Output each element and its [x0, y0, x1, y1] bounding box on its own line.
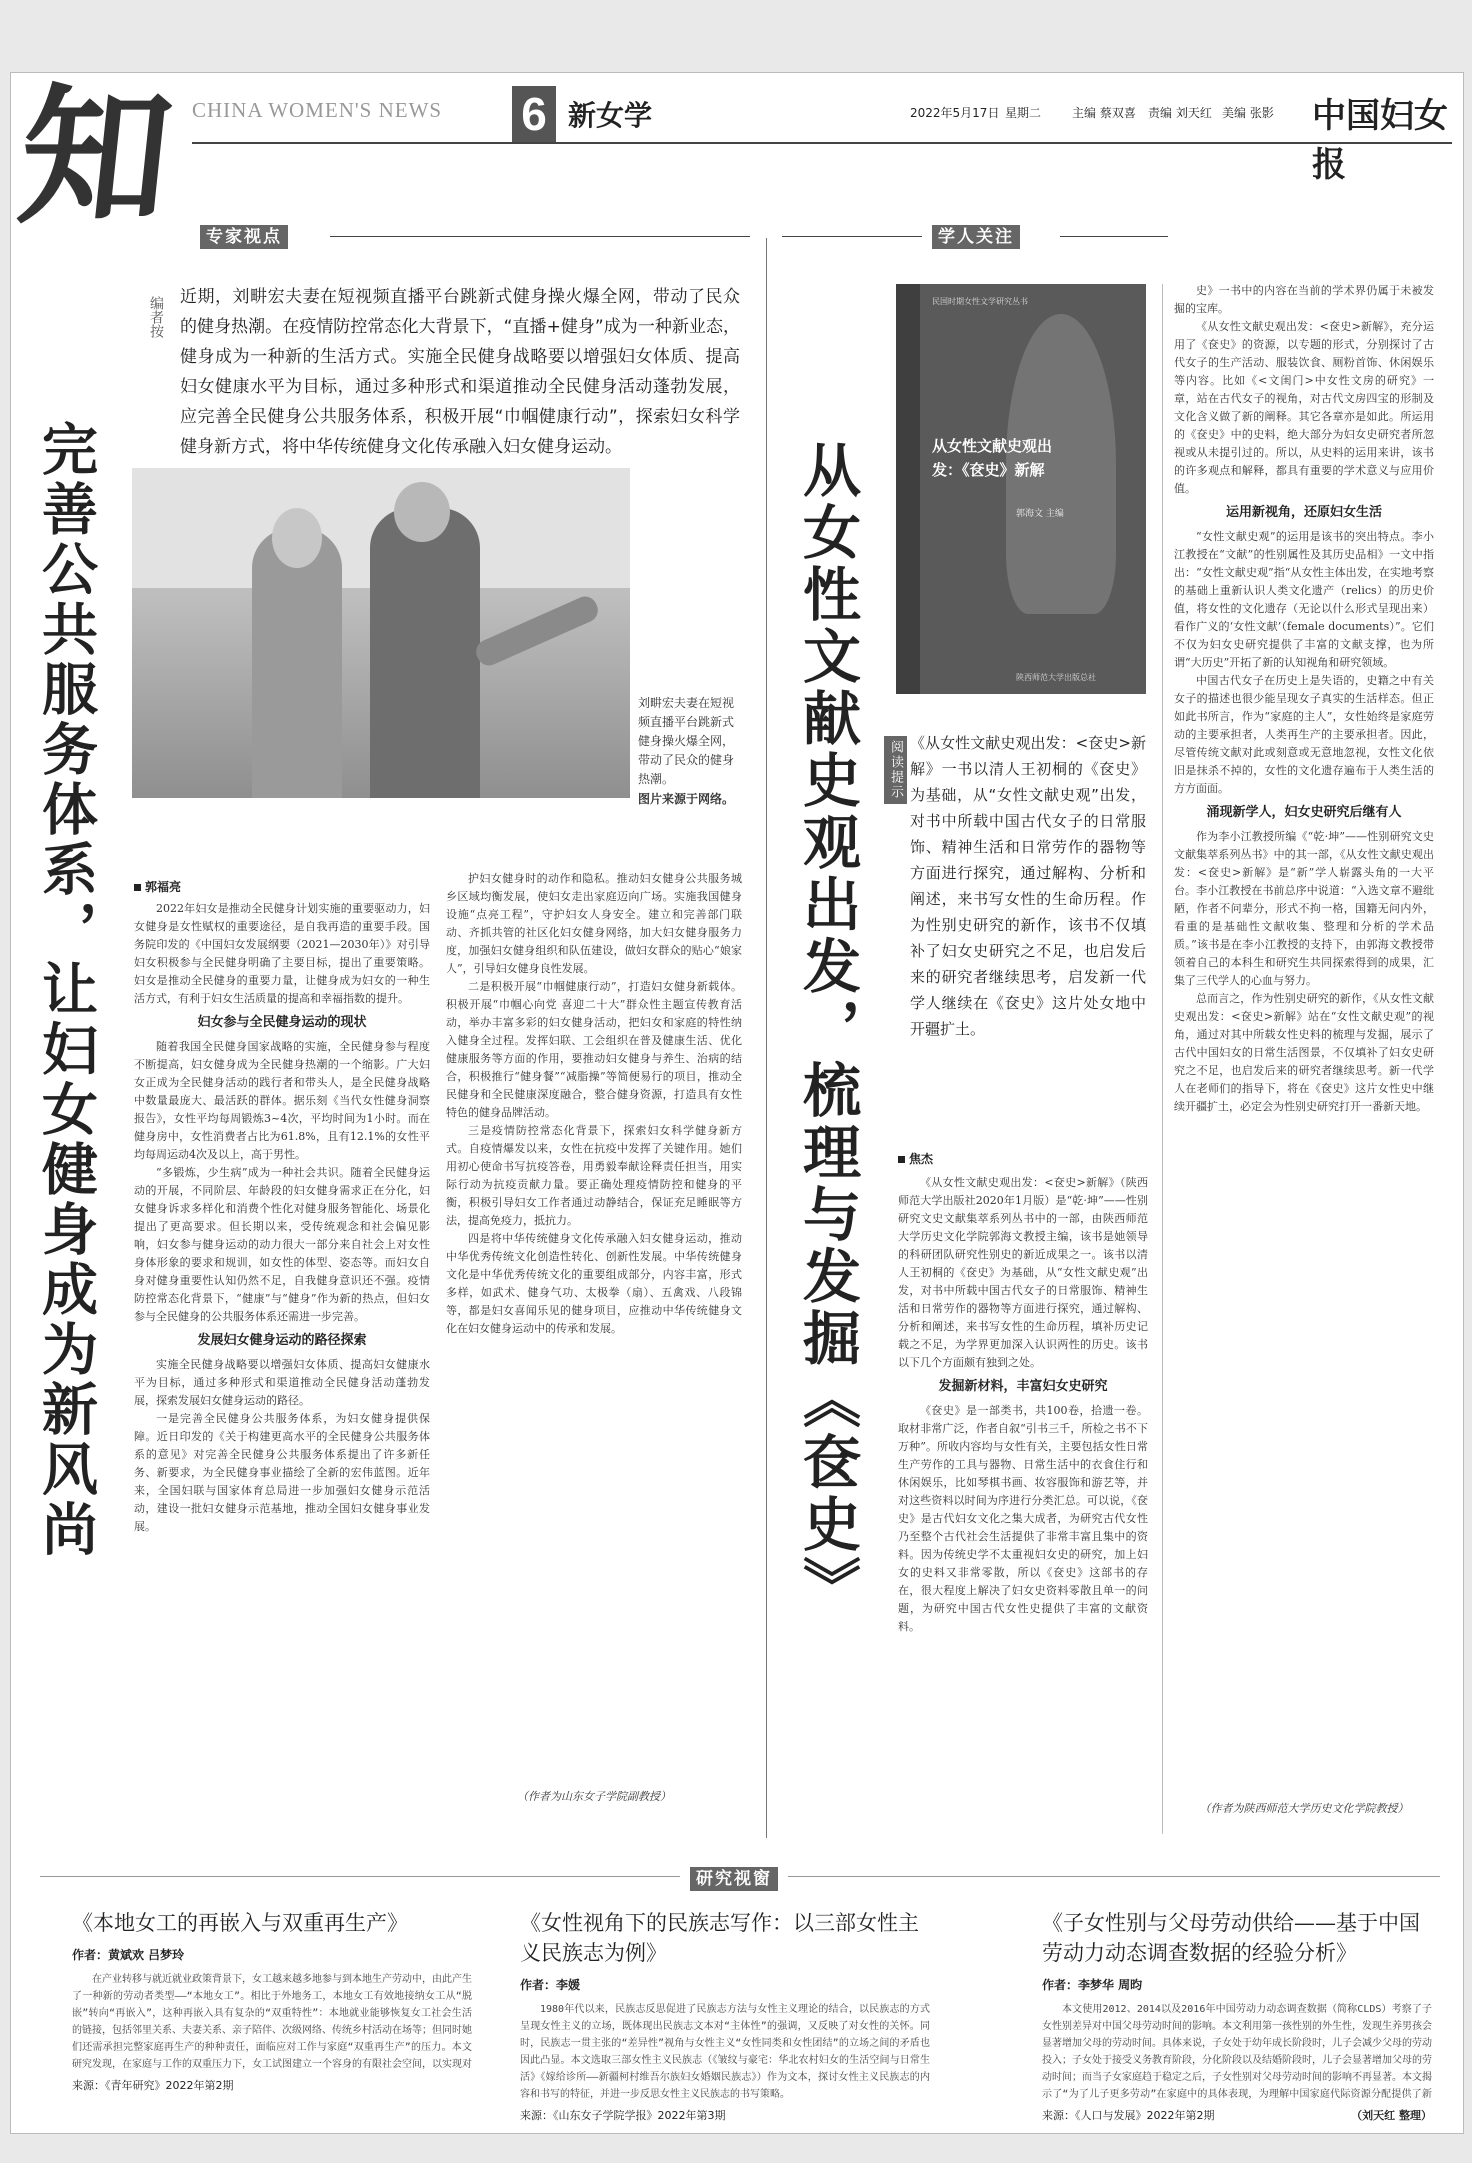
- book-series: 民国时期女性文学研究丛书: [932, 297, 1028, 306]
- research-item-source: 来源：《人口与发展》2022年第2期: [1042, 2109, 1215, 2122]
- editor-note-label: 编者按: [148, 296, 164, 338]
- subheading: 涌现新学人，妇女史研究后继有人: [1206, 805, 1402, 820]
- duty-editor: 责编 刘天红: [1148, 106, 1212, 120]
- chief-editor: 主编 蔡双喜: [1072, 106, 1136, 120]
- left-article-column-2: [446, 870, 742, 1780]
- column-divider: [766, 238, 767, 1838]
- research-item-author: 作者：李梦华 周昀: [1042, 1978, 1143, 1992]
- issue-date: 2022年5月17日: [910, 106, 1000, 120]
- right-article-column-1: [898, 1174, 1148, 1834]
- right-article-byline: （作者为陕西师范大学历史文化学院教授）: [1199, 1802, 1409, 1815]
- left-article-headline: 完善公共服务体系，让妇女健身成为新风尚: [33, 420, 99, 1560]
- research-item-body: 本文使用2012、2014以及2016年中国劳动力动态调查数据（简称CLDS）考察了子女性别差异对中国父母劳动时间的影响。本文利用第一孩性别的外生性，发现生养男孩会显著增加父母的劳动时间。具体来说，子女处于幼年成长阶段时，儿子会减少父母的劳动投入；子女处于接受义务教育阶段，分化阶段以及结婚阶段时，儿子会显著增加父母的劳动时间；而当子女家庭趋于稳定之后，子女性别对父母劳动时间的影响不再显著。本文揭示了“为了儿子更多劳动”在家庭中的具体表现，为理解中国家庭代际资源分配提供了新: [1042, 2004, 1432, 2100]
- research-item-author: 作者：黄斌欢 吕梦玲: [72, 1948, 185, 1962]
- paragraph: 《从女性文献史观出发：<奁史>新解》（陕西师范大学出版社2020年1月版）是“乾·坤”——性别研究文史文献集萃系列丛书中的一部，由陕西师范大学历史文化学院郭海文教授主编，该书是她领导的科研团队研究性别史的新近成果之一。该书以清人王初桐的《奁史》为基础，从“女性文献史观”出发，对书中所载中国古代女子的日常服饰、精神生活和日常劳作的器物等方面进行探究，通过解构、分析和阐述，来书写女性的生命历程，填补历史记载之不足，为学界更加深入认识两性的历史。该书以下几个方面颇有独到之处。: [898, 1176, 1148, 1369]
- research-item-body: 在产业转移与就近就业政策背景下，女工越来越多地参与到本地生产劳动中，由此产生了一种新的劳动者类型——“本地女工”。相比于外地务工，本地女工有效地接纳女工从“脱嵌”转向“再嵌入”，这种再嵌入具有复杂的“双重特性”：本地就业能够恢复女工社会生活的链接，包括邻里关系、夫妻关系、亲子陪伴、次级网络、传统乡村活动在场等；但同时她们还需承担完整家庭再生产的种种责任，面临应对工作与家庭“双重再生产”的压力。本文研究发现，在家庭与工作的双重压力下，女工试图建立一个容身的有限社会空间，以实现对: [72, 1974, 472, 2070]
- book-cover-title: 从女性文献史观出发：《奁史》新解: [932, 437, 1053, 479]
- subheading: 妇女参与全民健身运动的现状: [197, 1015, 367, 1030]
- research-item-source: 来源：《山东女子学院学报》2022年第3期: [520, 2109, 726, 2122]
- photo-caption: 刘畊宏夫妻在短视频直播平台跳新式健身操火爆全网，带动了民众的健身热潮。: [638, 696, 735, 786]
- masthead-rule: [192, 142, 1452, 144]
- subheading: 运用新视角，还原妇女生活: [1225, 505, 1382, 520]
- research-item-2: [520, 1908, 930, 2123]
- left-tag-rule: [330, 236, 750, 237]
- paragraph: 总而言之，作为性别史研究的新作，《从女性文献史观出发：<奁史>新解》站在“女性文献史观”的视角，通过对其中所载女性史料的梳理与发掘，展示了古代中国妇女的日常生活图景，不仅填补了妇女史研究之不足，也启发后来的研究者继续思考。新一代学人在老师们的指导下，将在《奁史》这片女性史中继续开疆扩土，必定会为性别史研究打开一番新天地。: [1174, 992, 1434, 1113]
- page-number: 6: [512, 86, 556, 142]
- right-article-lede: 《从女性文献史观出发：<奁史>新解》一书以清人王初桐的《奁史》为基础，从“女性文献史观”出发，对书中所载中国古代女子的日常服饰、精神生活和日常劳作的器物等方面进行探究，通过解构、分析和阐述，来书写女性的生命历程。作为性别史研究的新作，该书不仅填补了妇女史研究之不足，也启发后来的研究者继续思考，启发新一代学人继续在《奁史》这片处女地中开疆扩土。: [910, 734, 1146, 1038]
- right-tag-rule-left: [782, 236, 922, 237]
- section-title: 新女学: [568, 99, 653, 132]
- research-item-source: 来源：《青年研究》2022年第2期: [72, 2079, 234, 2092]
- research-item-3: [1042, 1908, 1432, 2123]
- research-item-title: 《子女性别与父母劳动供给——基于中国劳动力动态调查数据的经验分析》: [1042, 1911, 1420, 1965]
- left-article-byline: （作者为山东女子学院副教授）: [517, 1790, 671, 1803]
- subheading: 发掘新材料，丰富妇女史研究: [938, 1379, 1108, 1394]
- paragraph: 《奁史》是一部类书，共100卷，拾遗一卷。取材非常广泛，作者自叙“引书三千，所检之书不下万种”。所收内容均与女性有关，主要包括女性日常生产劳作的工具与器物、日常生活中的衣食住行和休闲娱乐，比如琴棋书画、妆容服饰和游艺等，并对这些资料以时间为序进行分类汇总。可以说，《奁史》是古代妇女文化之集大成者，为研究古代女性乃至整个古代社会生活提供了非常丰富且集中的资料。因为传统史学不太重视妇女史的研究，加上妇女的史料又非常零散，所以《奁史》这部书的存在，很大程度上解决了妇女史资料零散且单一的问题，为研究中国古代女性史提供了丰富的文献资料。: [898, 1404, 1148, 1633]
- paragraph: 《从女性文献史观出发：<奁史>新解》，充分运用了《奁史》的资源，以专题的形式，分别探讨了古代女子的生产活动、服装饮食、厕粉首饰、休闲娱乐等内容。比如《<文闺门>中女性文房的研究》一章，站在古代女子的视角，对古代文房四宝的形制及文化含义做了新的阐释。其它各章亦是如此。所运用的《奁史》中的史料，绝大部分为妇女史研究者所忽视或从未提引过的。所以，从史料的运用来讲，该书的许多观点和解释，都具有重要的学术意义与应用价值。: [1174, 320, 1434, 495]
- book-publisher: 陕西师范大学出版总社: [1016, 673, 1096, 682]
- paragraph: “女性文献史观”的运用是该书的突出特点。李小江教授在“文献”的性别属性及其历史品相》一文中指出：“女性文献史观”指“从女性主体出发，在实地考察的基础上重新认识人类文化遗产（relics）的历史价值，将女性的文化遗存（无论以什么形式呈现出来）看作广义的‘女性文献’（female documents）”。它们不仅为妇女史研究提供了丰富的文献支撑，也为所谓“大历史”开拓了新的认知视角和研究领域。: [1174, 530, 1434, 669]
- paragraph: 2022年妇女是推动全民健身计划实施的重要驱动力，妇女健身是女性赋权的重要途径，是自我再造的重要手段。国务院印发的《中国妇女发展纲要（2021—2030年）》对引导妇女积极参与全民健身明确了主要目标，提出了重要策略。妇女是推动全民健身的重要力量，让健身成为妇女的一种生活方式，有利于妇女生活质量的提高和幸福指数的提升。: [134, 902, 430, 1005]
- paragraph: 作为李小江教授所编《“乾·坤”——性别研究文史文献集萃系列丛书》中的其一部，《从女性文献史观出发：<奁史>新解》是“新”学人崭露头角的一大平台。李小江教授在书前总序中说道：“入选文章不避纰陋，作者不问辈分，形式不拘一格，国籍无问内外，看重的是基础性文献收集、整理和分析的学术品质。”该书是在李小江教授的支持下，由郭海文教授带领着自己的本科生和研究生共同探索得到的成果，汇集了三代学人的心血与努力。: [1174, 830, 1434, 987]
- right-article-author: 焦杰: [898, 1150, 933, 1167]
- paragraph: 一是完善全民健身公共服务体系，为妇女健身提供保障。近日印发的《关于构建更高水平的全民健身公共服务体系的意见》对完善全民健身公共服务体系提出了许多新任务、新要求，为全民健身事业描绘了全新的宏伟蓝图。近年来，全国妇联与国家体育总局进一步加强妇女健身示范活动，建设一批妇女健身示范基地，推动全国妇女健身事业发展。: [134, 1412, 430, 1533]
- fitness-photo: [132, 468, 630, 798]
- book-cover: [896, 284, 1146, 694]
- right-column-divider: [1162, 284, 1163, 1834]
- left-article-column-1: [134, 900, 430, 1800]
- paragraph: 中国古代女子在历史上是失语的，史籍之中有关女子的描述也很少能呈现女子真实的生活样态。但正如此书所言，作为“家庭的主人”，女性始终是家庭劳动的主要承担者，人类再生产的主要承担者。因此，尽管传统文献对此或刻意或无意地忽视，女性文化依旧是抹杀不掉的，女性的文化遗存遍布于人类生活的方方面面。: [1174, 674, 1434, 795]
- research-item-1: [72, 1908, 472, 2093]
- left-article-author: 郭福亮: [134, 878, 181, 895]
- research-item-body: 1980年代以来，民族志反思促进了民族志方法与女性主义理论的结合，以民族志的方式呈现女性主义的立场，既体现出民族志文本对“主体性”的强调，又反映了对女性的关怀。同时，民族志一贯主张的“差异性”视角与女性主义“女性同类和女性团结”的立场之间的矛盾也因此凸显。本文选取三部女性主义民族志（《皱纹与豪宅：华北农村妇女的生活空间与日常生活》《嫁给诊所——新疆柯村维吾尔族妇女婚姻民族志》）作为文本，探讨女性主义民族志的内容和书写的特征，并进一步反思女性主义民族志的书写策略。: [520, 2004, 930, 2100]
- newspaper-logo: 中国妇女报: [1312, 96, 1448, 185]
- left-article-tag: 专家视点: [200, 222, 288, 247]
- research-item-title: 《女性视角下的民族志写作：以三部女性主义民族志为例》: [520, 1911, 919, 1965]
- research-compiler: （刘天红 整理）: [1351, 2109, 1432, 2122]
- issue-weekday: 星期二: [1005, 106, 1042, 120]
- right-article-column-2: [1174, 282, 1434, 1782]
- paragraph: 二是积极开展“巾帼健康行动”，打造妇女健身新载体。积极开展“巾帼心向党 喜迎二十大”群众性主题宣传教育活动，举办丰富多彩的妇女健身活动，把妇女和家庭的特性纳入健身全过程。发挥妇联、工会组织在普及健康生活、优化健康服务等方面的作用，要推动妇女健身与养生、治病的结合，积极推行“健身餐”“减脂操”等简便易行的项目，推动全民健身和全民健康深度融合，整合健身资源，打造具有女性特色的健身品牌活动。: [446, 980, 742, 1119]
- right-article-headline: 从女性文献史观出发，梳理与发掘《奁史》: [793, 440, 861, 1618]
- right-tag-rule-right: [1060, 236, 1168, 237]
- reading-tip-label: 阅读提示: [884, 736, 907, 804]
- paragraph: 三是疫情防控常态化背景下，探索妇女科学健身新方式。自疫情爆发以来，女性在抗疫中发挥了关键作用。她们用初心使命书写抗疫答卷，用勇毅奉献诠释责任担当，用实际行动为抗疫贡献力量。要正确处理疫情防控和健身的平衡，积极引导妇女工作者通过动静结合，保证充足睡眠等方法，提高免疫力，抵抗力。: [446, 1124, 742, 1227]
- photo-credit: 图片来源于网络。: [638, 792, 735, 806]
- paragraph: “多锻炼，少生病”成为一种社会共识。随着全民健身运动的开展，不同阶层、年龄段的妇女健身需求正在分化，妇女健身诉求多样化和消费个性化对健身服务智能化、场景化提出了更高要求。但长期以来，受传统观念和社会偏见影响，妇女参与健身运动的动力很大一部分来自社会上对女性身体形象的要求和规训，如女性的体型、姿态等。而妇女自身对健身重要性认知仍然不足，自我健身意识还不强。疫情防控常态化背景下，“健康”与“健身”作为新的热点，但妇女参与全民健身的公共服务体系还需进一步完善。: [134, 1166, 430, 1323]
- paragraph: 实施全民健身战略要以增强妇女体质、提高妇女健康水平为目标，通过多种形式和渠道推动全民健身活动蓬勃发展，探索发展妇女健身运动的路径。: [134, 1358, 430, 1407]
- right-article-tag: 学人关注: [932, 222, 1020, 247]
- left-article-lede: 近期，刘畊宏夫妻在短视频直播平台跳新式健身操火爆全网，带动了民众的健身热潮。在疫情防控常态化大背景下，“直播+健身”成为一种新业态，健身成为一种新的生活方式。实施全民健身战略要以增强妇女体质、提高妇女健康水平为目标，通过多种形式和渠道推动全民健身活动蓬勃发展，应完善全民健身公共服务体系，积极开展“巾帼健康行动”，探索妇女科学健身新方式，将中华传统健身文化传承融入妇女健身运动。: [180, 287, 740, 457]
- paper-english-name: CHINA WOMEN'S NEWS: [192, 98, 443, 122]
- research-item-author: 作者：李媛: [520, 1978, 581, 1992]
- research-window-tag: 研究视窗: [680, 1864, 788, 1889]
- paragraph: 四是将中华传统健身文化传承融入妇女健身运动，推动中华优秀传统文化创造性转化、创新性发展。中华传统健身文化是中华优秀传统文化的重要组成部分，内容丰富，形式多样，如武术、健身气功、太极拳（扇）、五禽戏、八段锦等，都是妇女喜闻乐见的健身项目，应推动中华传统健身文化在妇女健身运动中的传承和发展。: [446, 1232, 742, 1335]
- subheading: 发展妇女健身运动的路径探索: [197, 1333, 367, 1348]
- masthead-big-character: 知: [11, 69, 180, 245]
- book-cover-editor: 郭海文 主编: [1016, 509, 1064, 519]
- research-item-title: 《本地女工的再嵌入与双重再生产》: [72, 1911, 408, 1935]
- paragraph: 随着我国全民健身国家战略的实施，全民健身参与程度不断提高，妇女健身成为全民健身热潮的一个缩影。广大妇女正成为全民健身活动的践行者和带头人，是全民健身战略中数量最庞大、最活跃的群体。据乐刻《当代女性健身洞察报告》，女性平均每周锻炼3~4次，平均时间为1小时。而在健身房中，女性消费者占比为61.8%，且有12.1%的女性平均每周运动4次及以上，高于男性。: [134, 1040, 430, 1161]
- art-editor: 美编 张影: [1222, 106, 1274, 120]
- paragraph: 史》一书中的内容在当前的学术界仍属于未被发掘的宝库。: [1174, 284, 1434, 315]
- paragraph: 护妇女健身时的动作和隐私。推动妇女健身公共服务城乡区域均衡发展，使妇女走出家庭迈向广场。实施我国健身设施“点亮工程”，守护妇女人身安全。建立和完善部门联动、齐抓共管的社区化妇女健身网络，加大妇女健身服务力度，加强妇女健身组织和队伍建设，做妇女群众的贴心“娘家人”，引导妇女健身良性发展。: [446, 872, 742, 975]
